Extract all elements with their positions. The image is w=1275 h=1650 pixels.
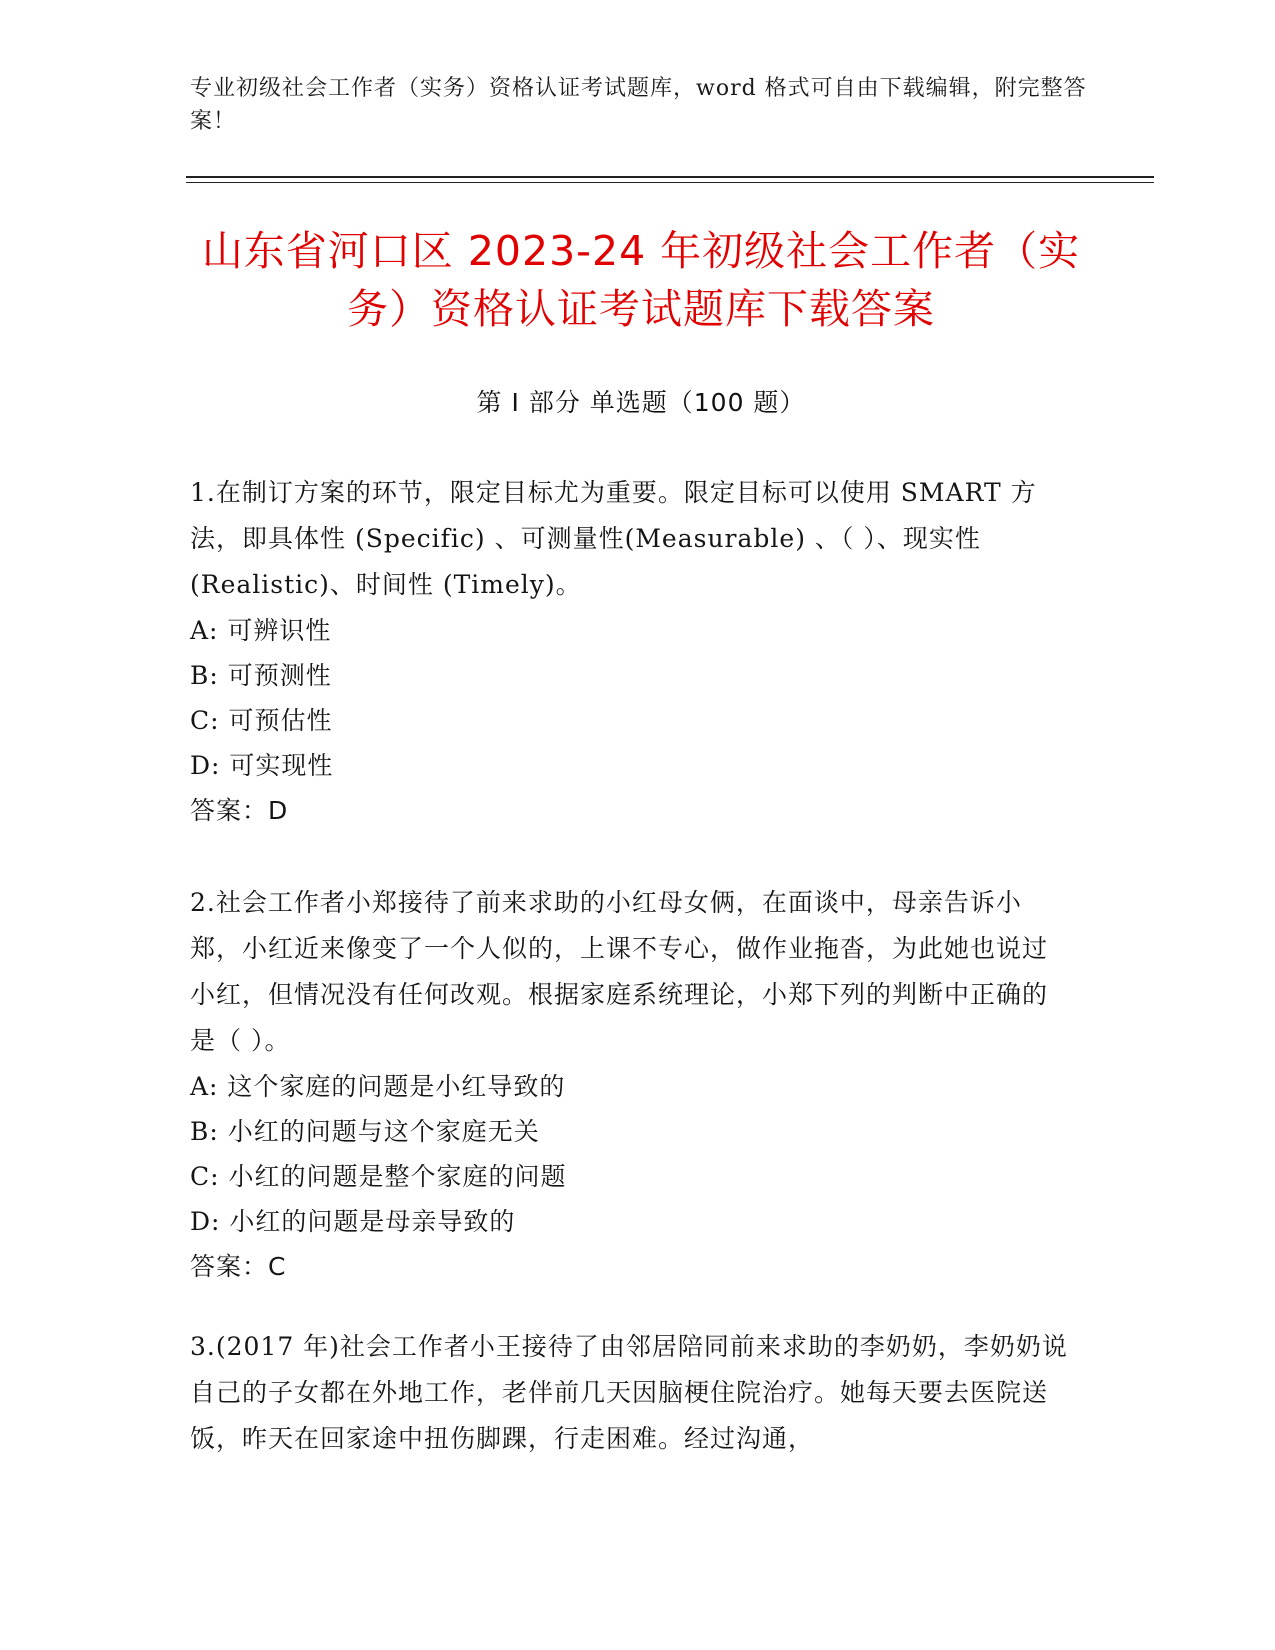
option-d: D: 小红的问题是母亲导致的	[190, 1207, 516, 1236]
section-heading: 第 I 部分 单选题（100 题）	[476, 388, 806, 417]
option-b: B: 可预测性	[190, 661, 332, 690]
document-title: 山东省河口区 2023-24 年初级社会工作者（实务）资格认证考试题库下载答案	[201, 227, 1081, 333]
question-1	[190, 470, 1070, 833]
option-d: D: 可实现性	[190, 751, 334, 780]
question-stem: 2.社会工作者小郑接待了前来求助的小红母女俩，在面谈中，母亲告诉小郑，小红近来像变了一个人似的，上课不专心，做作业拖沓，为此她也说过小红，但情况没有任何改观。根据家庭系统理论，小郑下列的判断中正确的是（ ）。	[190, 888, 1049, 1055]
question-stem: 1.在制订方案的环节，限定目标尤为重要。限定目标可以使用 SMART 方法，即具体性 (Specific) 、可测量性(Measurable) 、（ ）、现实性(Realistic)、时间性 (Timely)。	[190, 478, 1037, 599]
option-b: B: 小红的问题与这个家庭无关	[190, 1117, 540, 1146]
header-note: 专业初级社会工作者（实务）资格认证考试题库，word 格式可自由下载编辑，附完整答案！	[190, 76, 1087, 134]
answer-line: 答案：C	[190, 1252, 287, 1281]
question-2	[190, 880, 1070, 1289]
option-a: A: 这个家庭的问题是小红导致的	[190, 1072, 566, 1101]
question-3	[190, 1324, 1070, 1462]
option-c: C: 可预估性	[190, 706, 333, 735]
question-stem: 3.(2017 年)社会工作者小王接待了由邻居陪同前来求助的李奶奶，李奶奶说自己的子女都在外地工作，老伴前几天因脑梗住院治疗。她每天要去医院送饭，昨天在回家途中扭伤脚踝，行走困难。经过沟通，	[190, 1332, 1068, 1453]
option-a: A: 可辨识性	[190, 616, 332, 645]
option-c: C: 小红的问题是整个家庭的问题	[190, 1162, 567, 1191]
answer-line: 答案：D	[190, 796, 289, 825]
header-divider-thick	[186, 176, 1154, 178]
header-divider-thin	[186, 182, 1154, 183]
